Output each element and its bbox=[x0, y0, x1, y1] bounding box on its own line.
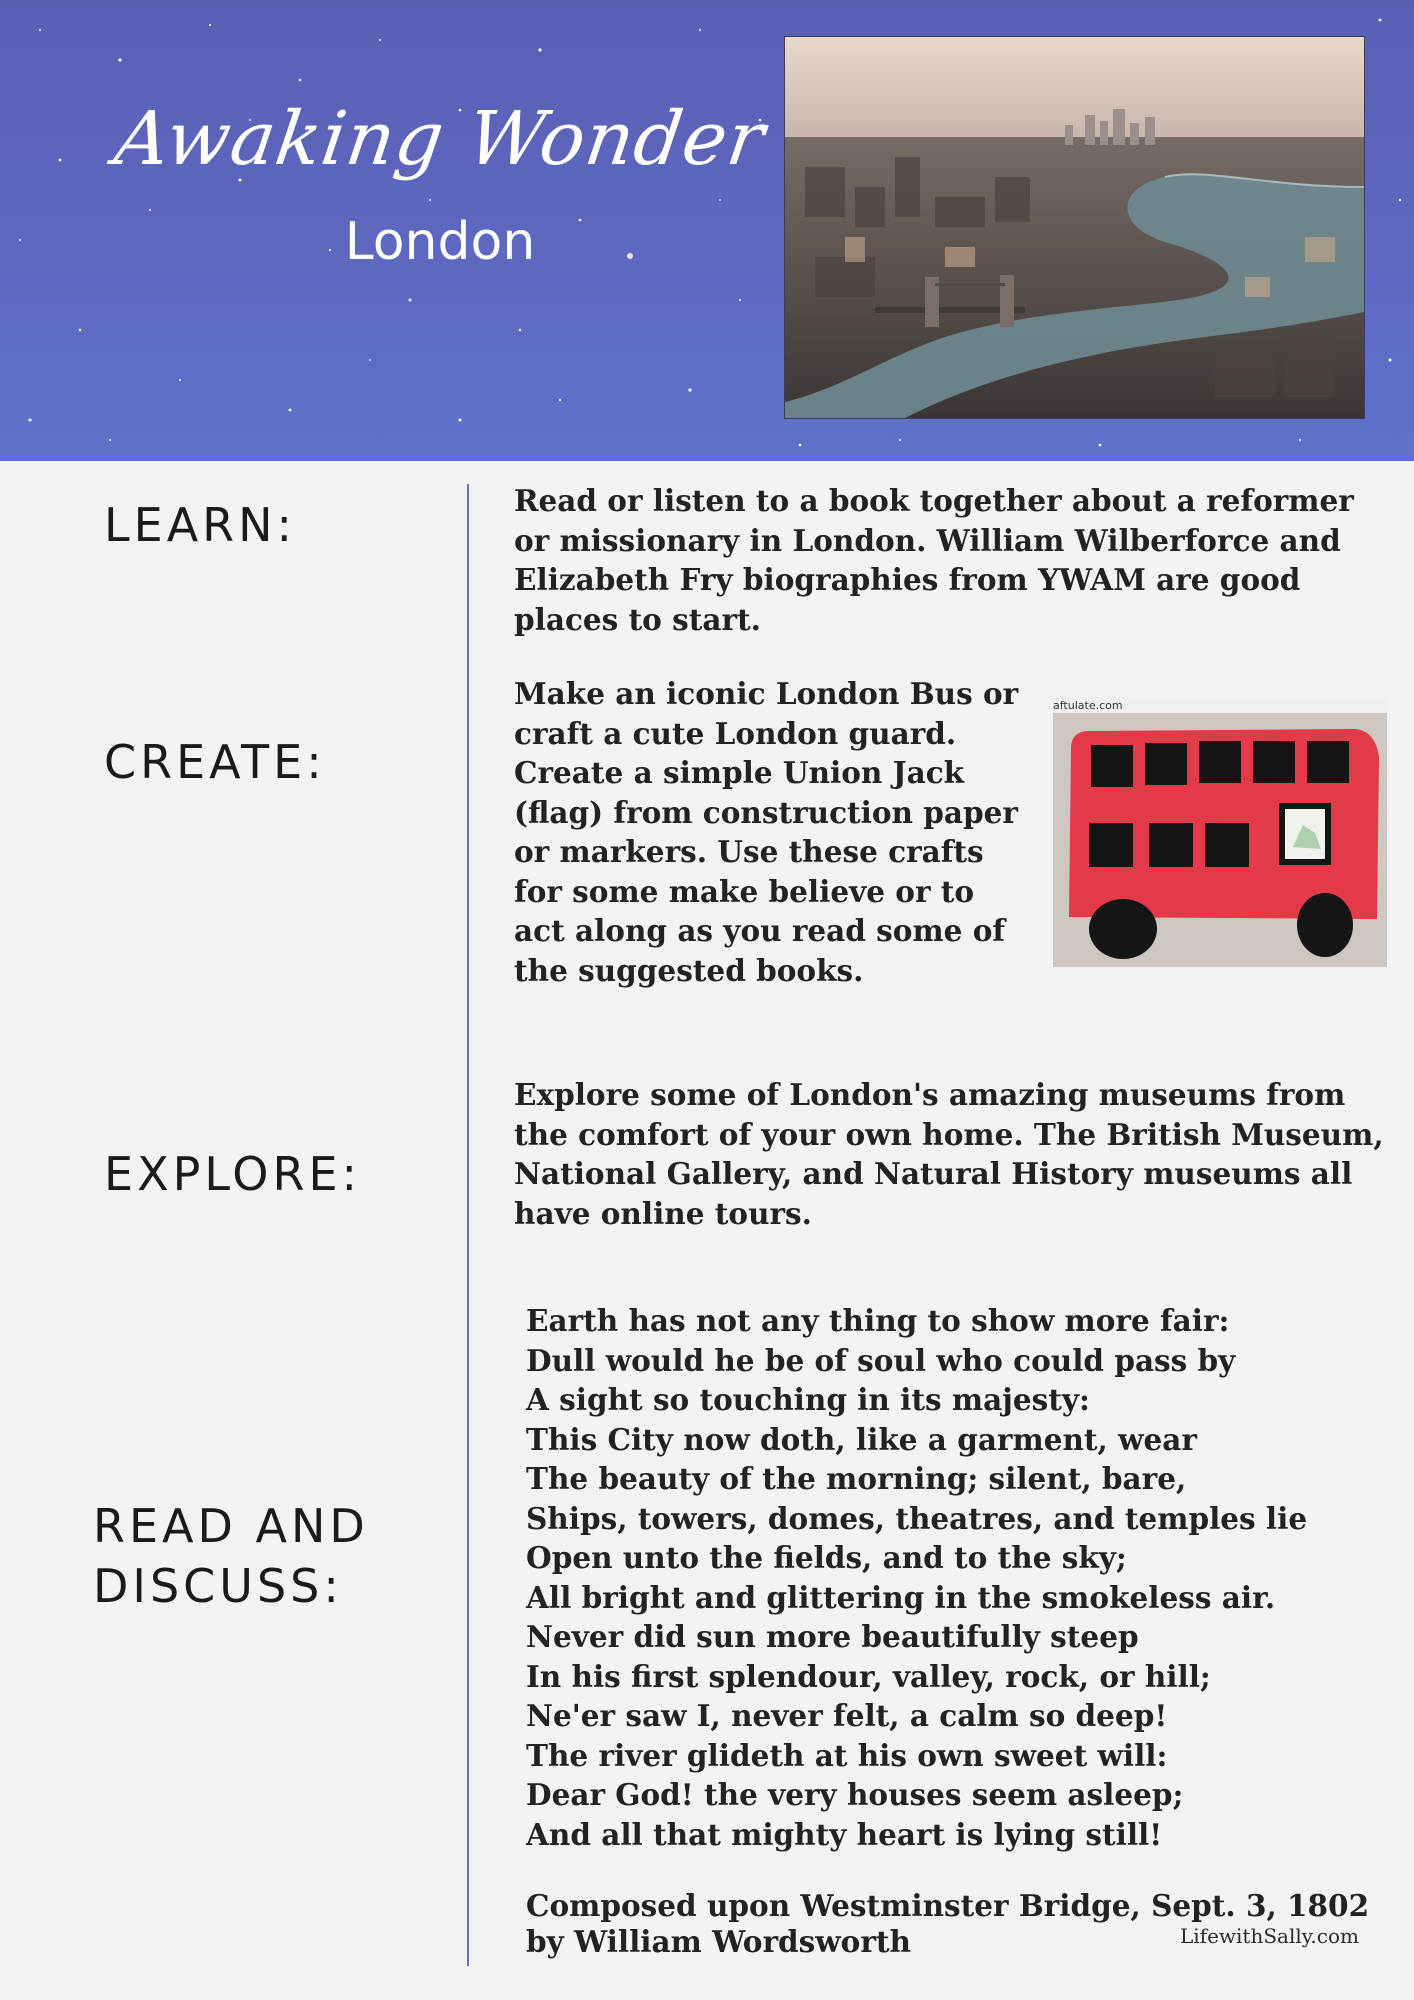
poem bbox=[526, 1301, 1307, 1854]
poem-line: In his first splendour, valley, rock, or hill; bbox=[526, 1658, 1211, 1694]
poem-line: The river glideth at his own sweet will: bbox=[526, 1737, 1168, 1773]
poem-line: All bright and glittering in the smokeless air. bbox=[526, 1579, 1276, 1615]
create-label: CREATE: bbox=[104, 735, 326, 789]
poem-line: Ships, towers, domes, theatres, and temples lie bbox=[526, 1500, 1308, 1536]
vertical-divider bbox=[467, 484, 469, 1966]
poem-line: Dear God! the very houses seem asleep; bbox=[526, 1777, 1184, 1812]
read-discuss-label bbox=[93, 1497, 369, 1617]
script-title: Awaking Wonder bbox=[109, 96, 771, 182]
poem-credit-author: by William Wordsworth bbox=[526, 1924, 911, 1959]
craft-photo-watermark: aftulate.com bbox=[1053, 699, 1123, 712]
bus-craft-photo bbox=[1053, 697, 1387, 967]
poem-line: Never did sun more beautifully steep bbox=[526, 1619, 1139, 1654]
explore-label: EXPLORE: bbox=[104, 1147, 362, 1201]
explore-text: Explore some of London's amazing museums from the comfort of your own home. The British Museum, National Gallery, and Natural History museums all have online tours. bbox=[514, 1077, 1384, 1231]
learn-text: Read or listen to a book together about a reformer or missionary in London. William Wilberforce and Elizabeth Fry biographies from YWAM are good places to start. bbox=[514, 483, 1354, 637]
poem-line: Ne'er saw I, never felt, a calm so deep! bbox=[526, 1698, 1168, 1733]
read-label-line2: DISCUSS: bbox=[93, 1558, 343, 1613]
poem-line: This City now doth, like a garment, wear bbox=[526, 1421, 1197, 1457]
page-subtitle: London bbox=[344, 212, 536, 272]
learn-label: LEARN: bbox=[104, 498, 297, 552]
poem-line: A sight so touching in its majesty: bbox=[526, 1382, 1090, 1417]
site-watermark: LifewithSally.com bbox=[1180, 1924, 1359, 1948]
create-text: Make an iconic London Bus or craft a cute London guard. Create a simple Union Jack (flag) from construction paper or markers. Use these crafts for some make believe or to act along as you read some of the suggested books. bbox=[514, 676, 1019, 988]
header-banner bbox=[0, 0, 1414, 461]
poem-line: Dull would he be of soul who could pass by bbox=[526, 1342, 1236, 1378]
poem-line: And all that mighty heart is lying still! bbox=[526, 1816, 1163, 1852]
poem-line: Earth has not any thing to show more fair: bbox=[526, 1303, 1230, 1338]
poem-credit-title: Composed upon Westminster Bridge, Sept. 3, 1802 bbox=[526, 1888, 1370, 1923]
poem-line: The beauty of the morning; silent, bare, bbox=[526, 1461, 1187, 1496]
poem-line: Open unto the fields, and to the sky; bbox=[526, 1540, 1127, 1575]
london-skyline-photo bbox=[784, 36, 1365, 419]
read-label-line1: READ AND bbox=[93, 1499, 369, 1553]
